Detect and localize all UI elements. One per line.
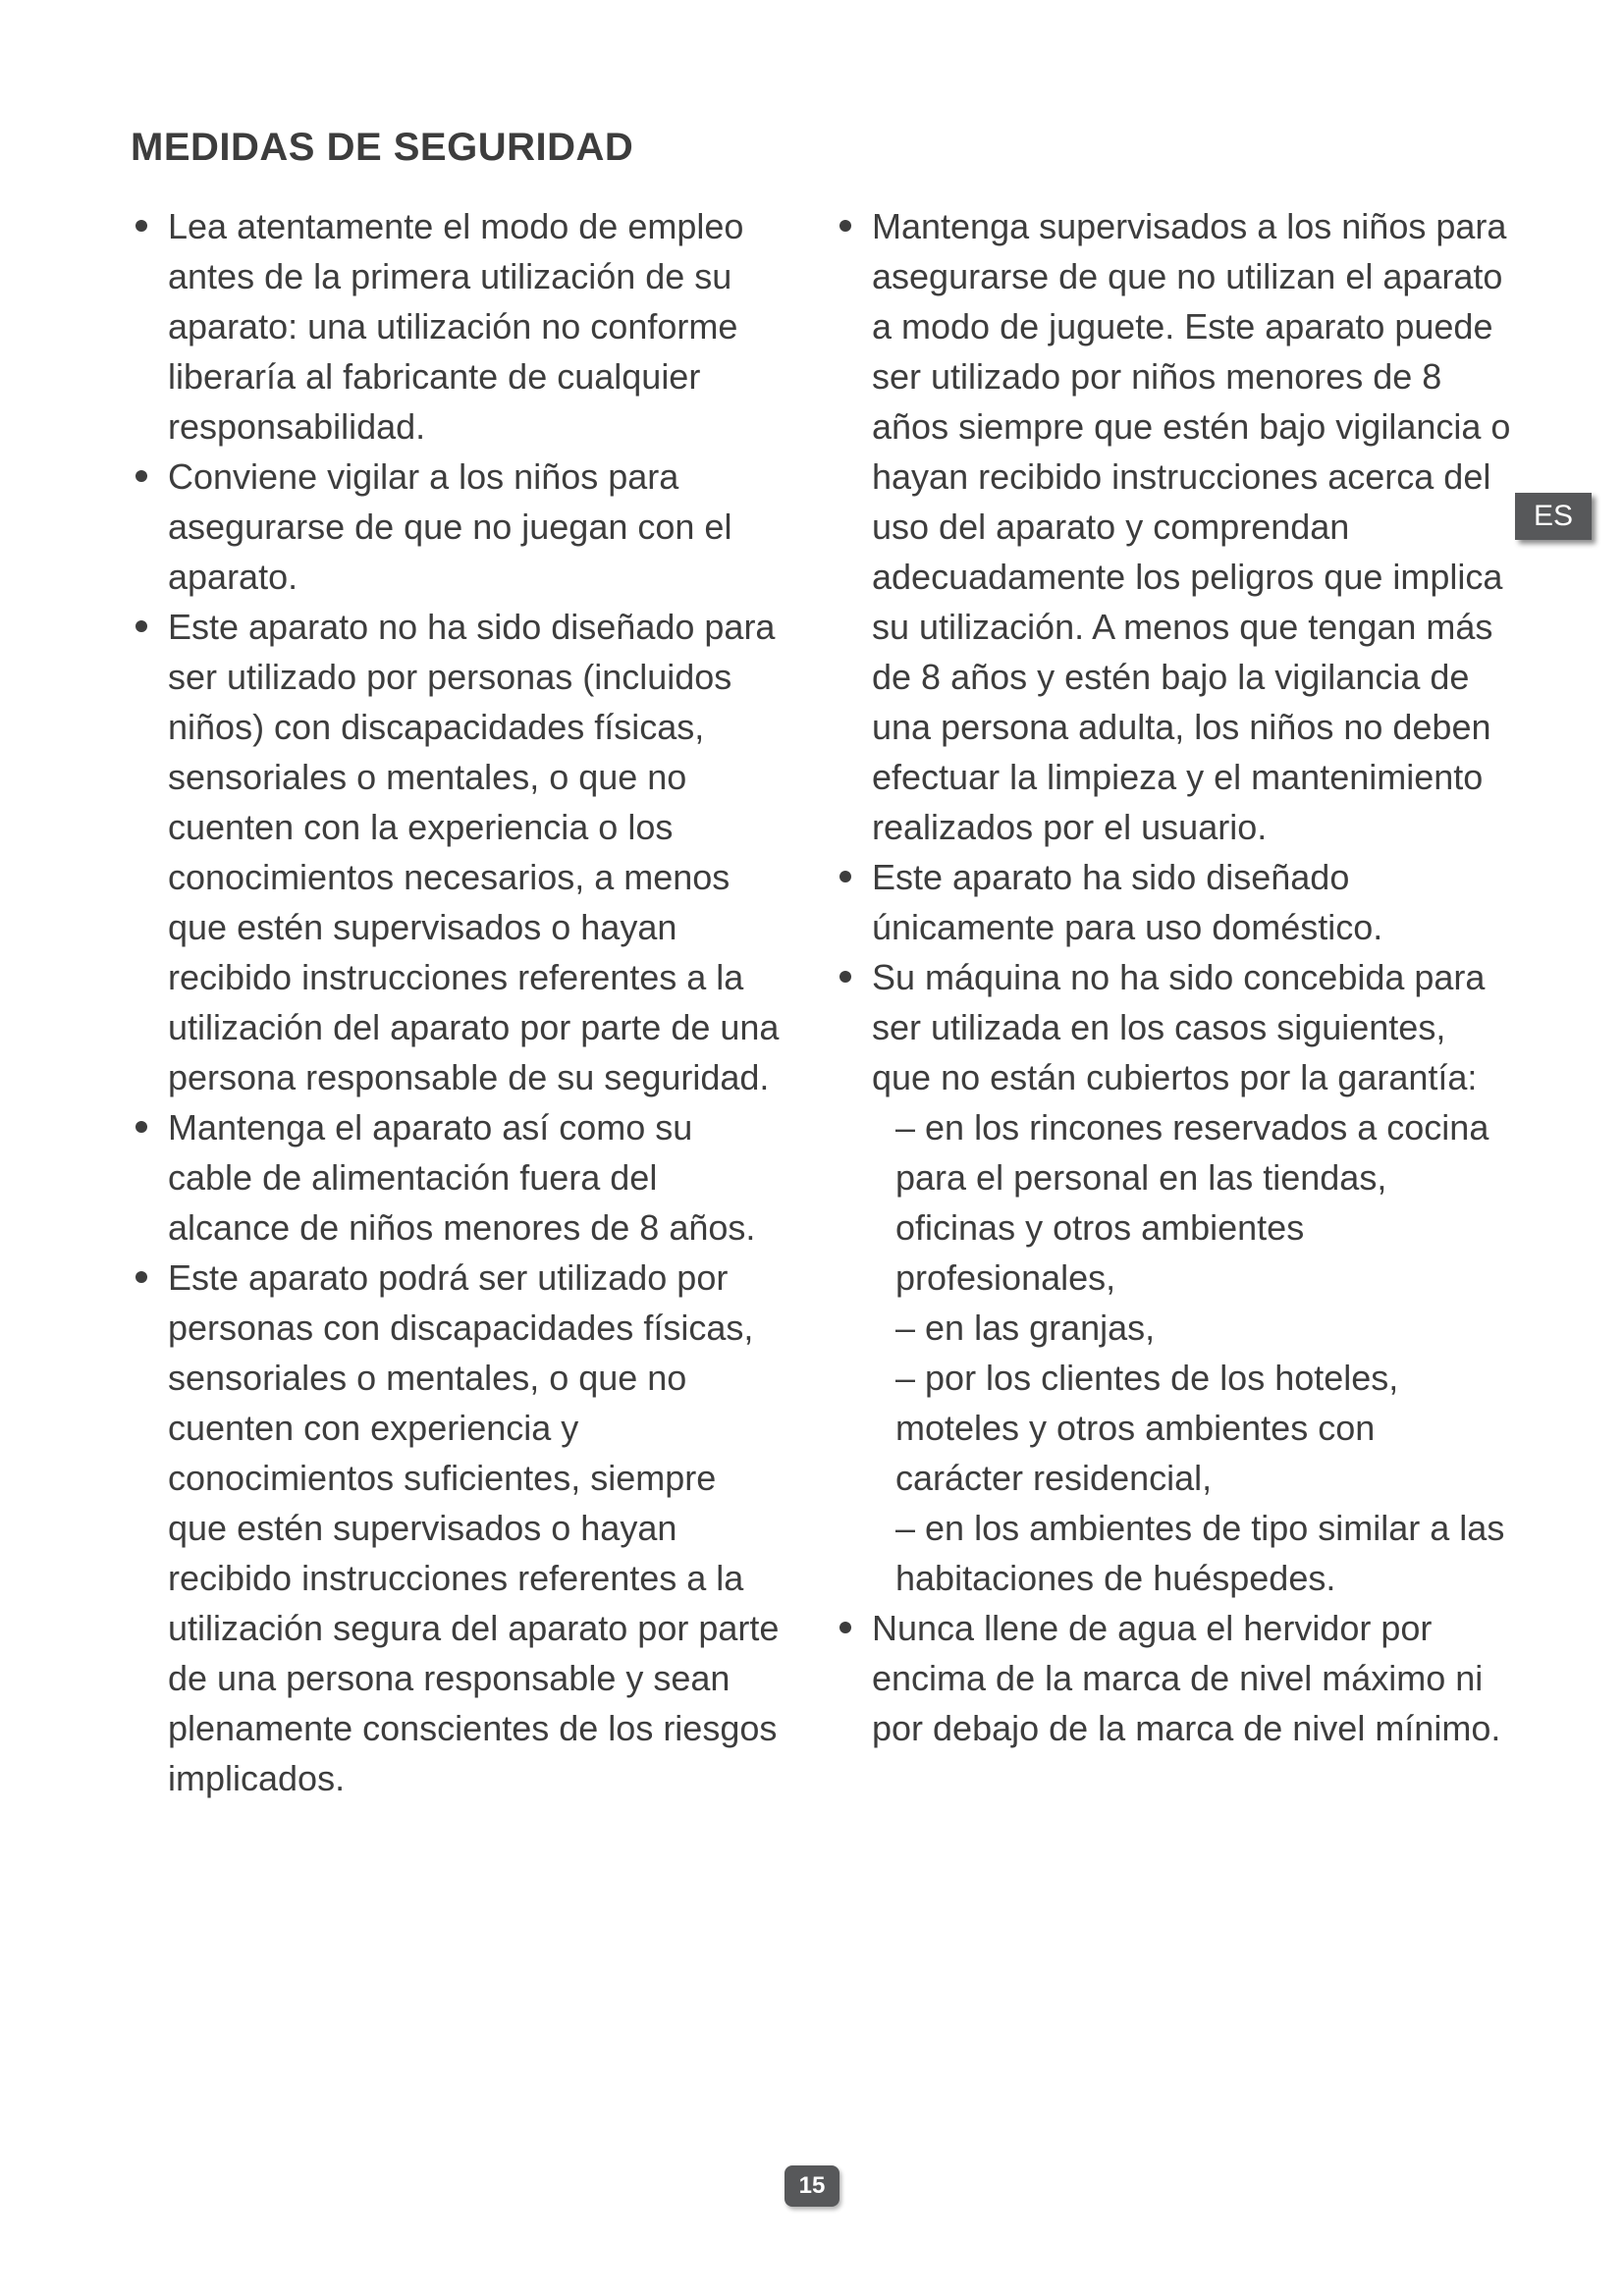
bullet-item — [131, 602, 781, 1102]
bullet-item — [835, 952, 1512, 1603]
bullet-text: Este aparato ha sido diseñado únicamente para uso doméstico. — [872, 857, 1383, 947]
bullet-text: Este aparato podrá ser utilizado por personas con discapacidades físicas, sensoriales o mentales, o que no cuenten con experiencia y conocimientos suficientes, siempre que estén supervisados o hayan recibido instrucciones referentes a la utilización segura del aparato por parte de una persona responsable y sean plenamente conscientes de los riesgos implicados. — [168, 1257, 780, 1798]
bullet-text: Lea atentamente el modo de empleo antes de la primera utilización de su aparato: una utilización no conforme liberaría al fabricante de cualquier responsabilidad. — [168, 206, 744, 447]
bullet-item — [835, 1603, 1512, 1753]
bullet-item — [131, 1253, 781, 1803]
bullet-text: Su máquina no ha sido concebida para ser utilizada en los casos siguientes, que no están cubiertos por la garantía: — [872, 957, 1486, 1097]
bullet-text: Conviene vigilar a los niños para asegurarse de que no juegan con el aparato. — [168, 456, 732, 597]
dash-subitem: – en los rincones reservados a cocina para el personal en las tiendas, oficinas y otros ambientes profesionales, — [895, 1107, 1489, 1298]
bullet-item — [835, 201, 1512, 852]
dash-subitem: – en las granjas, — [895, 1308, 1156, 1348]
page-title: MEDIDAS DE SEGURIDAD — [131, 126, 634, 169]
left-column — [131, 201, 781, 1803]
bullet-text: Mantenga el aparato así como su cable de alimentación fuera del alcance de niños menores de 8 años. — [168, 1107, 756, 1248]
bullet-text: Este aparato no ha sido diseñado para ser utilizado por personas (incluidos niños) con discapacidades físicas, sensoriales o mentales, o que no cuenten con la experiencia o los conocimientos necesarios, a menos que estén supervisados o hayan recibido instrucciones referentes a la utilización del aparato por parte de una persona responsable de su seguridad. — [168, 607, 780, 1097]
bullet-item — [835, 852, 1512, 952]
content-columns — [131, 201, 1512, 1803]
bullet-item — [131, 1102, 781, 1253]
bullet-text: Mantenga supervisados a los niños para asegurarse de que no utilizan el aparato a modo de juguete. Este aparato puede ser utilizado por niños menores de 8 años siempre que estén bajo vigilancia o hayan recibido instrucciones acerca del uso del aparato y comprendan adecuadamente los peligros que implica su utilización. A menos que tengan más de 8 años y estén bajo la vigilancia de una persona adulta, los niños no deben efectuar la limpieza y el mantenimiento realizados por el usuario. — [872, 206, 1511, 847]
bullet-item — [131, 452, 781, 602]
right-column — [835, 201, 1512, 1803]
bullet-item — [131, 201, 781, 452]
dash-subitem: – por los clientes de los hoteles, moteles y otros ambientes con carácter residencial, — [895, 1358, 1399, 1498]
page-number-badge: 15 — [785, 2165, 839, 2207]
dash-subitem: – en los ambientes de tipo similar a las habitaciones de huéspedes. — [895, 1508, 1505, 1598]
language-tab: ES — [1515, 493, 1592, 540]
bullet-text: Nunca llene de agua el hervidor por encima de la marca de nivel máximo ni por debajo de la marca de nivel mínimo. — [872, 1608, 1501, 1748]
